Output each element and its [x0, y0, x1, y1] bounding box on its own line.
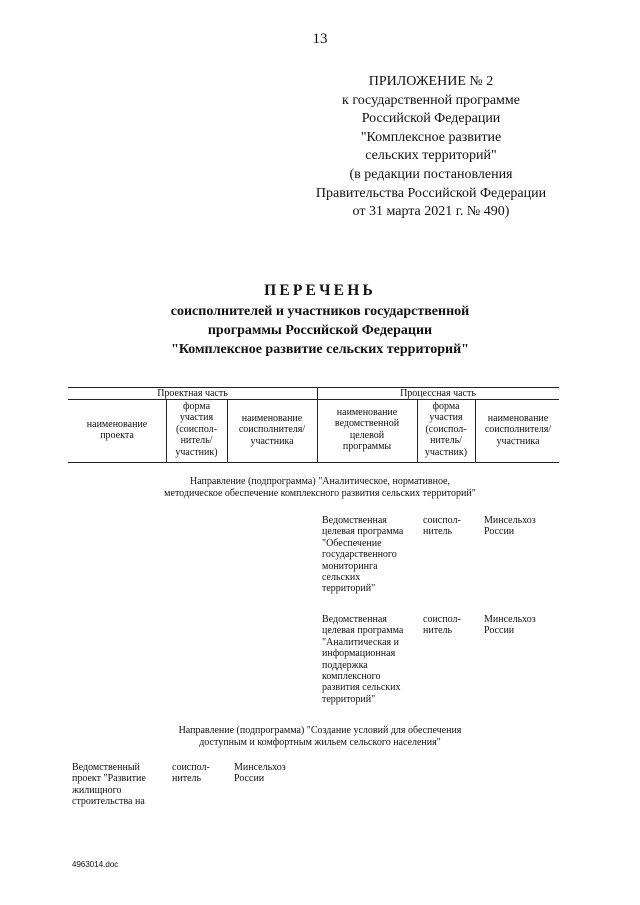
table-cell-form — [172, 762, 210, 785]
group-header-process: Процессная часть — [400, 388, 476, 399]
appendix-line: "Комплексное развитие — [360, 129, 502, 145]
column-header-line: участника — [250, 435, 294, 447]
cell-line: государственного — [322, 549, 397, 561]
column-header-line: участник) — [424, 446, 468, 458]
appendix-line: Российской Федерации — [361, 111, 501, 127]
column-header-coexecutor-name — [227, 413, 317, 447]
column-header-line: нитель/ — [180, 435, 213, 447]
column-header-line: нитель/ — [430, 435, 462, 447]
column-header-participation-form — [417, 401, 475, 458]
cell-line: целевая программа — [322, 526, 404, 538]
appendix-line: (в редакции постановления — [349, 166, 513, 182]
column-header-line: участник) — [175, 446, 218, 458]
table-cell-participant — [234, 762, 286, 785]
direction-line: доступным и комфортным жильем сельского населения" — [199, 737, 441, 748]
cell-line: соиспол- — [172, 762, 210, 773]
cell-line: Минсельхоз — [484, 515, 536, 526]
cell-line: нитель — [423, 625, 453, 637]
cell-line: России — [234, 773, 265, 785]
direction-line: Направление (подпрограмма) "Аналитическое, нормативное, — [189, 476, 450, 487]
table-cell-project — [72, 762, 146, 808]
appendix-line: ПРИЛОЖЕНИЕ № 2 — [368, 74, 494, 89]
cell-line: территорий" — [322, 693, 376, 705]
direction-line: методическое обеспечение комплексного развития сельских территорий" — [164, 488, 476, 499]
cell-line: Ведомственная — [322, 614, 387, 625]
direction-heading — [0, 476, 640, 500]
group-header-project: Проектная часть — [157, 388, 228, 399]
cell-line: России — [484, 625, 515, 637]
column-header-line: наименование — [241, 413, 303, 424]
cell-line: Минсельхоз — [484, 614, 536, 625]
column-header-line: наименование — [487, 413, 549, 424]
cell-line: сельских — [322, 572, 361, 584]
cell-line: жилищного — [72, 784, 122, 796]
appendix-line: к государственной программе — [342, 92, 520, 108]
appendix-line: сельских территорий" — [365, 148, 497, 164]
cell-line: "Аналитическая и — [322, 636, 399, 648]
cell-line: нитель — [423, 526, 453, 538]
column-header-line: участия — [179, 412, 214, 424]
table-header-bottom-border — [68, 462, 559, 463]
cell-line: комплексного — [322, 671, 381, 683]
cell-line: "Обеспечение — [322, 537, 382, 549]
document-heading: ПЕРЕЧЕНЬ — [264, 282, 376, 299]
cell-line: развития сельских — [322, 682, 401, 694]
subtitle-line: соисполнителей и участников государственной — [170, 304, 470, 319]
direction-line: Направление (подпрограмма) "Создание условий для обеспечения — [178, 725, 462, 736]
appendix-header — [300, 73, 562, 222]
document-subtitle — [0, 302, 640, 359]
table-cell-program — [322, 614, 403, 705]
cell-line: Ведомственная — [322, 515, 387, 526]
column-header-line: наименование — [86, 419, 148, 430]
subtitle-line: "Комплексное развитие сельских территорий" — [171, 342, 469, 357]
column-header-line: участия — [429, 412, 463, 424]
group-divider-line — [68, 399, 559, 400]
column-header-line: форма — [432, 401, 460, 412]
column-header-program-name — [317, 407, 417, 453]
cell-line: целевая программа — [322, 625, 404, 637]
cell-line: информационная — [322, 648, 396, 660]
column-header-line: (соиспол- — [425, 423, 467, 435]
appendix-line: от 31 марта 2021 г. № 490) — [352, 204, 510, 220]
column-header-line: соисполнителя/ — [238, 424, 306, 436]
column-header-line: программы — [342, 441, 392, 453]
cell-line: соиспол- — [423, 614, 461, 625]
cell-line: поддержка — [322, 659, 368, 671]
subtitle-line: программы Российской Федерации — [207, 323, 433, 338]
column-header-project-name — [68, 419, 166, 442]
cell-line: Ведомственный — [72, 762, 140, 773]
cell-line: соиспол- — [423, 515, 461, 526]
column-header-line: проекта — [100, 430, 134, 442]
column-header-line: участника — [496, 435, 540, 447]
cell-line: нитель — [172, 773, 202, 785]
cell-line: мониторинга — [322, 560, 378, 572]
cell-line: проект "Развитие — [72, 773, 146, 785]
column-header-coexecutor-name — [475, 413, 561, 447]
column-header-line: форма — [182, 401, 211, 412]
column-header-participation-form — [166, 401, 227, 458]
cell-line: Минсельхоз — [234, 762, 286, 773]
page-number: 13 — [312, 31, 328, 47]
column-header-line: (соиспол- — [175, 423, 218, 435]
appendix-line: Правительства Российской Федерации — [315, 185, 547, 201]
table-cell-participant — [484, 614, 536, 637]
table-cell-participant — [484, 515, 536, 538]
column-header-line: ведомственной — [334, 418, 400, 430]
direction-heading — [0, 725, 640, 749]
column-header-line: наименование — [336, 407, 398, 418]
cell-line: строительства на — [72, 796, 145, 808]
cell-line: территорий" — [322, 583, 376, 595]
cell-line: России — [484, 526, 515, 538]
column-header-line: целевой — [349, 429, 385, 441]
table-cell-form — [423, 515, 461, 538]
column-header-line: соисполнителя/ — [484, 424, 552, 436]
table-cell-form — [423, 614, 461, 637]
file-name-footer: 4963014.doc — [72, 860, 119, 869]
table-cell-program — [322, 515, 403, 595]
